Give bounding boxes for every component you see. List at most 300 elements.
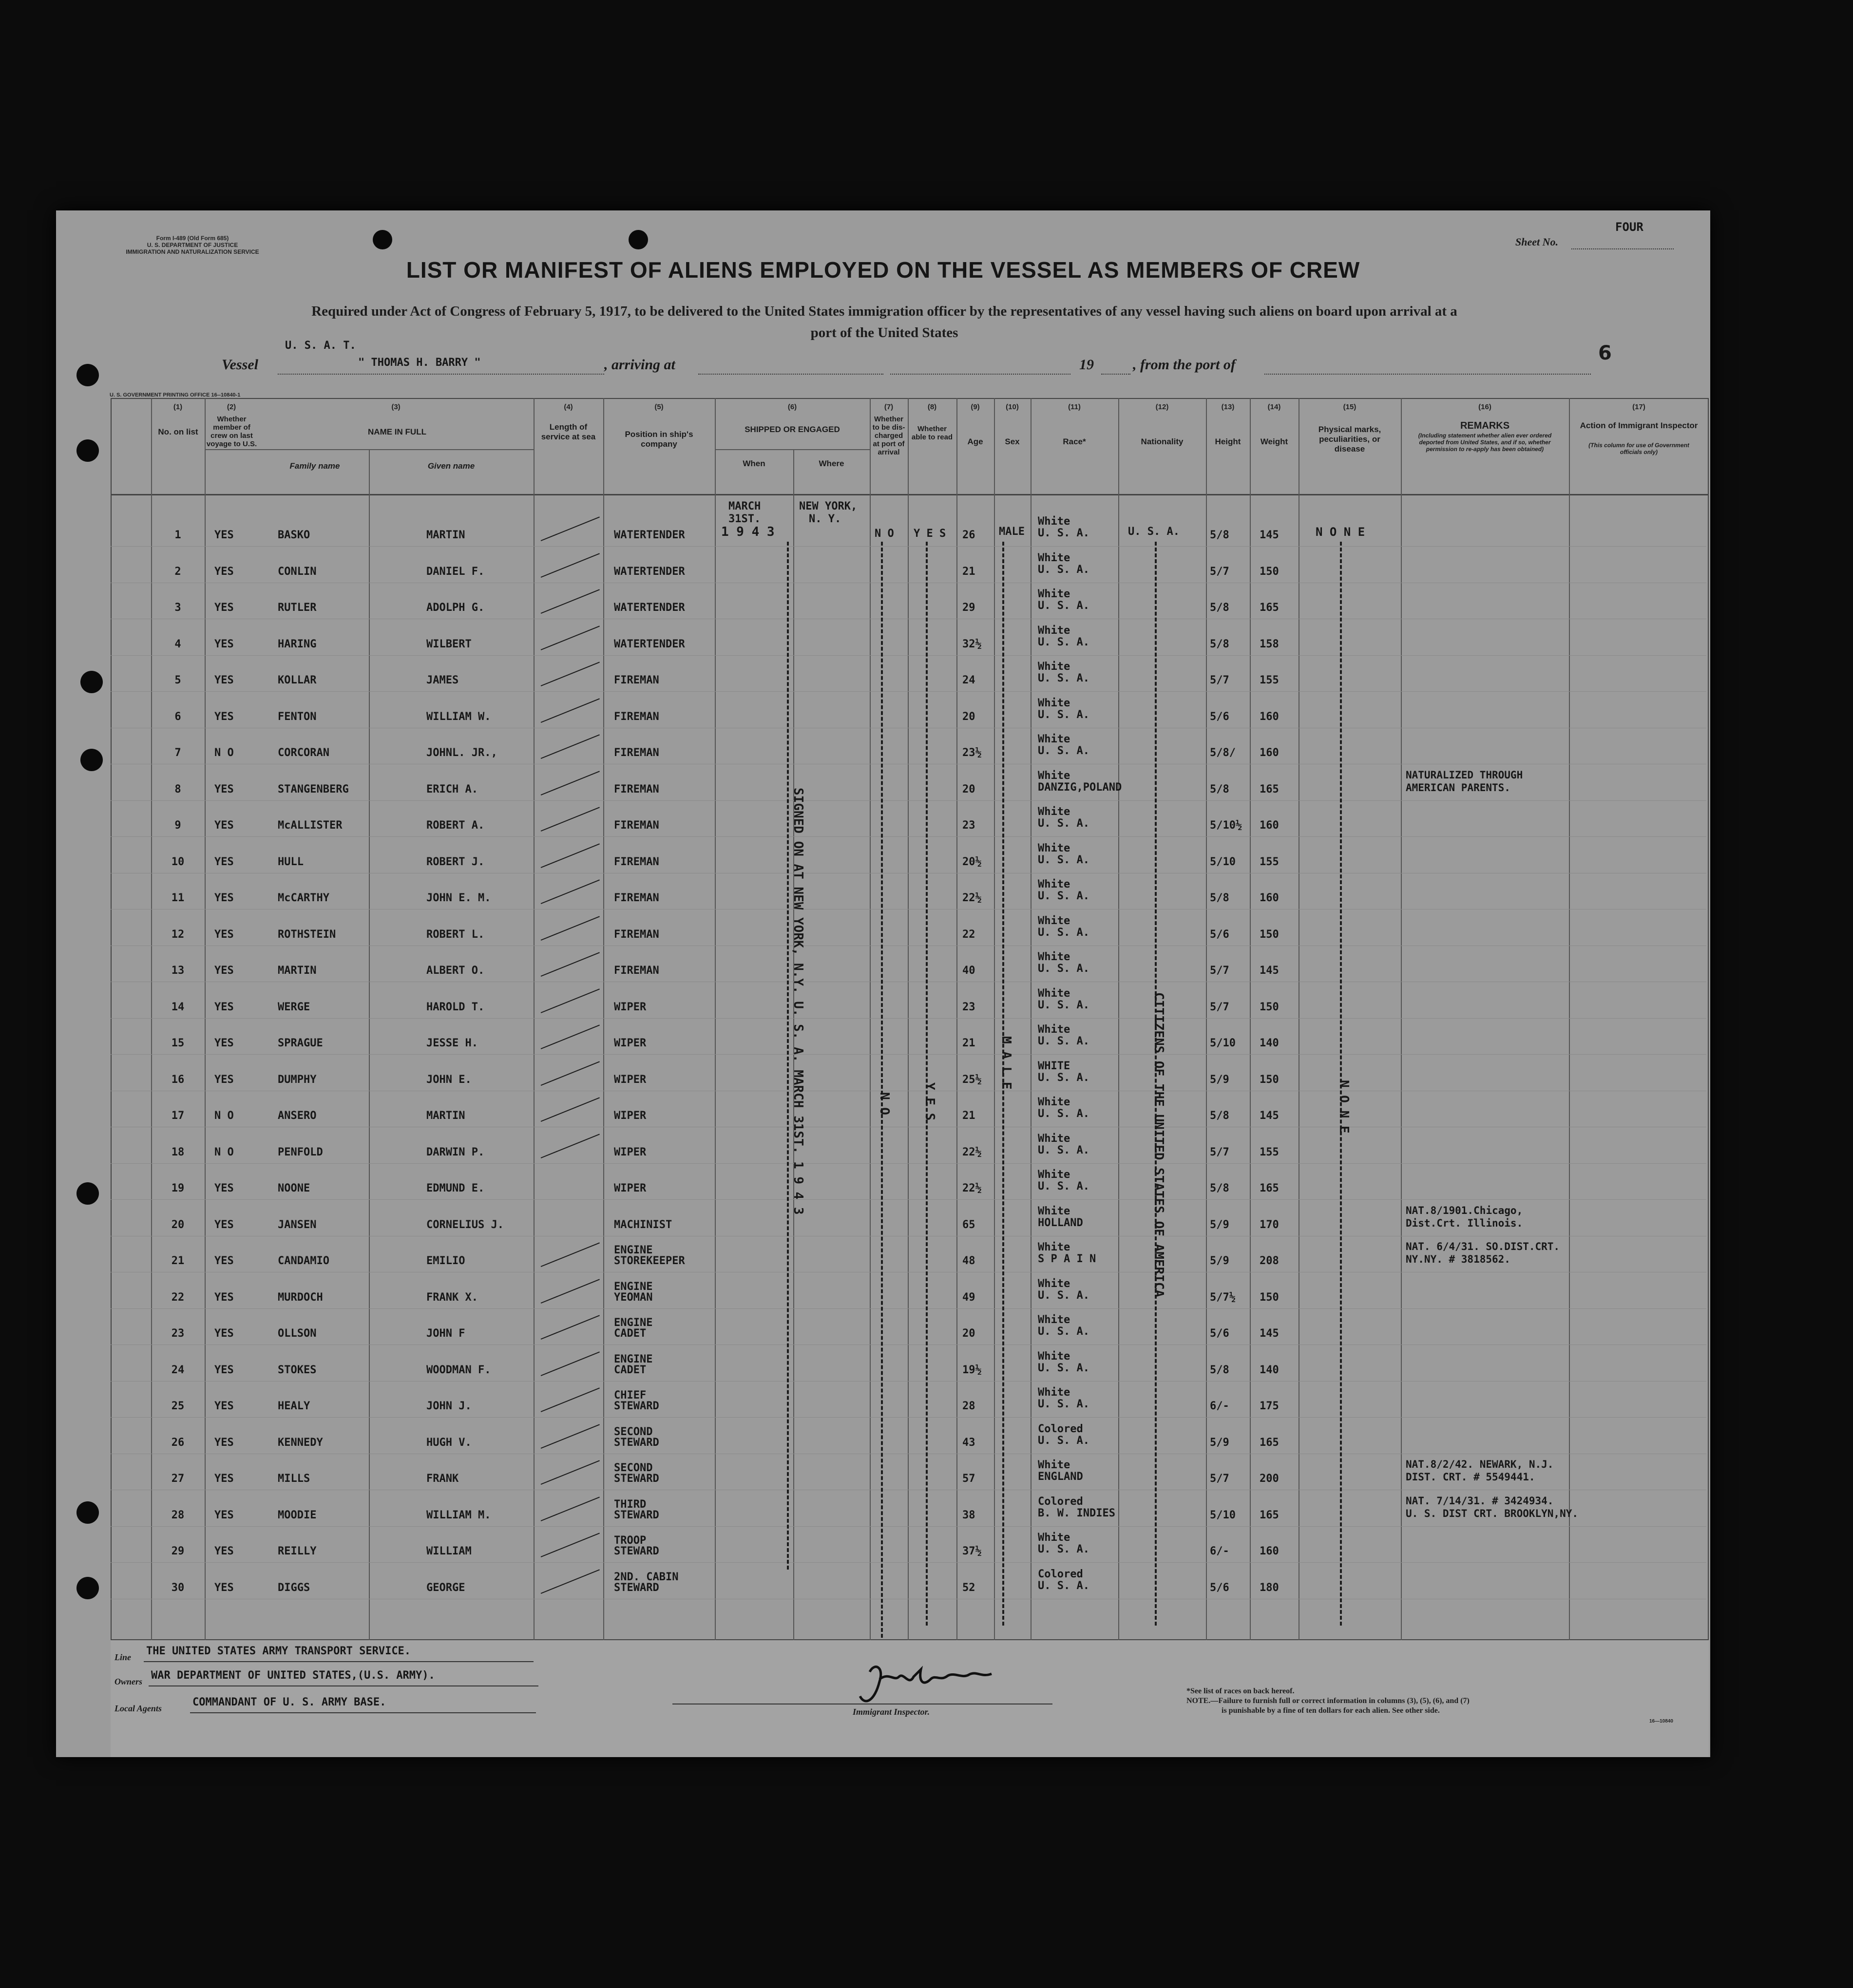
agents-label: Local Agents: [115, 1704, 162, 1713]
header-name-in-full: NAME IN FULL: [368, 427, 426, 436]
col-num: (17): [1632, 403, 1645, 411]
sheet-label: Sheet No.: [1515, 236, 1558, 248]
age-value: 23½: [962, 747, 982, 759]
height-value: 5/6: [1210, 710, 1229, 723]
last-voyage-value: YES: [214, 1545, 234, 1557]
last-voyage-value: N O: [214, 1110, 234, 1122]
given-name: ROBERT A.: [426, 819, 485, 832]
position-value: FIREMAN: [614, 819, 659, 832]
weight-value: 165: [1260, 1182, 1279, 1194]
given-name: DANIEL F.: [426, 565, 485, 578]
position-value: WIPER: [614, 1146, 647, 1158]
position-value: FIREMAN: [614, 928, 659, 941]
remarks-value: NAT. 7/14/31. # 3424934.: [1406, 1495, 1554, 1507]
row-rule: [111, 546, 1706, 547]
height-value: 5/9: [1210, 1073, 1229, 1086]
row-number: 9: [174, 819, 181, 832]
col-num: (5): [654, 403, 664, 411]
race-nationality-value: U. S. A.: [1038, 527, 1089, 539]
vessel-label: Vessel: [222, 357, 258, 373]
race-nationality-value: HOLLAND: [1038, 1216, 1083, 1229]
row-rule: [111, 1344, 1706, 1345]
family-name: SPRAGUE: [278, 1037, 323, 1049]
family-name: CONLIN: [278, 565, 317, 578]
age-value: 25½: [962, 1073, 982, 1086]
position-value: ENGINE: [614, 1280, 653, 1293]
marks-ditto: N O N E: [1337, 1080, 1351, 1134]
given-name: ALBERT O.: [426, 965, 485, 977]
age-value: 49: [962, 1291, 975, 1304]
position-value: CADET: [614, 1327, 647, 1340]
col-num: (1): [173, 403, 183, 411]
family-name: McCARTHY: [278, 892, 329, 904]
given-name: WILLIAM M.: [426, 1509, 491, 1521]
row-number: 7: [174, 747, 181, 759]
age-value: 37½: [962, 1545, 982, 1557]
remarks-value: AMERICAN PARENTS.: [1406, 781, 1510, 794]
header-height: Height: [1215, 437, 1241, 446]
col-num: (11): [1068, 403, 1081, 411]
punch-hole: [76, 1577, 99, 1599]
manifest-table: [111, 398, 1709, 1640]
last-voyage-value: YES: [214, 1182, 234, 1194]
weight-value: 145: [1260, 965, 1279, 977]
row-number: 29: [171, 1545, 185, 1557]
height-value: 6/-: [1210, 1400, 1229, 1412]
race-value: White: [1038, 878, 1070, 890]
height-value: 5/8: [1210, 638, 1229, 650]
header-nationality: Nationality: [1141, 437, 1184, 446]
race-nationality-value: U. S. A.: [1038, 1108, 1089, 1120]
col-num: (8): [927, 403, 937, 411]
line-label: Line: [115, 1652, 131, 1662]
discharged-ditto: N O: [877, 1092, 892, 1115]
from-port-label: , from the port of: [1133, 357, 1236, 373]
race-nationality-value: U. S. A.: [1038, 890, 1089, 902]
given-name: EDMUND E.: [426, 1182, 485, 1194]
last-voyage-value: YES: [214, 1001, 234, 1013]
position-value: 2ND. CABIN: [614, 1571, 679, 1583]
position-value: STEWARD: [614, 1473, 659, 1485]
family-name: OLLSON: [278, 1327, 317, 1340]
family-name: REILLY: [278, 1545, 317, 1557]
physical-marks-value: N O N E: [1316, 525, 1365, 539]
given-name: ROBERT L.: [426, 928, 485, 941]
remarks-value: Dist.Crt. Illinois.: [1406, 1217, 1523, 1229]
family-name: DUMPHY: [278, 1073, 317, 1086]
row-rule: [111, 655, 1706, 656]
signed-on-note: SIGNED ON AT NEW YORK, N.Y. U. S. A. MARCH 31ST. 1 9 4 3: [791, 788, 805, 1215]
col-num: (15): [1343, 403, 1356, 411]
height-value: 5/8: [1210, 892, 1229, 904]
family-name: CORCORAN: [278, 747, 329, 759]
row-number: 4: [174, 638, 181, 650]
header-sex: Sex: [1005, 437, 1020, 446]
position-value: FIREMAN: [614, 855, 659, 868]
age-value: 22: [962, 928, 975, 941]
row-number: 26: [171, 1436, 185, 1449]
height-value: 5/10½: [1210, 819, 1242, 832]
race-nationality-value: U. S. A.: [1038, 1362, 1089, 1374]
race-nationality-value: U. S. A.: [1038, 963, 1089, 975]
race-nationality-value: U. S. A.: [1038, 1543, 1089, 1555]
header-service-length: Length of service at sea: [541, 422, 596, 441]
row-number: 2: [174, 565, 181, 578]
last-voyage-value: YES: [214, 529, 234, 541]
last-voyage-value: YES: [214, 1509, 234, 1521]
row-number: 30: [171, 1581, 185, 1594]
page-title: LIST OR MANIFEST OF ALIENS EMPLOYED ON THE VESSEL AS MEMBERS OF CREW: [406, 257, 1360, 283]
weight-value: 150: [1260, 1073, 1279, 1086]
row-rule: [111, 800, 1706, 801]
row-number: 1: [174, 529, 181, 541]
year-label: 19: [1079, 357, 1094, 373]
header-family-name: Family name: [289, 461, 340, 471]
col-num: (7): [884, 403, 894, 411]
col-num: (4): [564, 403, 573, 411]
manifest-sheet: [56, 210, 1710, 1757]
nationality-value: U. S. A.: [1128, 526, 1180, 538]
weight-value: 160: [1260, 747, 1279, 759]
header-position: Position in ship's company: [625, 430, 693, 449]
race-value: White: [1038, 661, 1070, 673]
given-name: GEORGE: [426, 1581, 465, 1594]
punch-hole: [76, 1182, 99, 1205]
row-rule: [111, 1054, 1706, 1055]
last-voyage-value: N O: [214, 747, 234, 759]
position-value: FIREMAN: [614, 892, 659, 904]
family-name: HEALY: [278, 1400, 310, 1412]
last-voyage-value: YES: [214, 1400, 234, 1412]
height-value: 5/8/: [1210, 747, 1236, 759]
position-value: SECOND: [614, 1462, 653, 1474]
race-nationality-value: U. S. A.: [1038, 708, 1089, 721]
row-number: 10: [171, 855, 185, 868]
height-value: 5/10: [1210, 855, 1236, 868]
row-number: 17: [171, 1110, 185, 1122]
age-value: 21: [962, 1110, 975, 1122]
race-value: White: [1038, 1169, 1070, 1181]
family-name: STANGENBERG: [278, 783, 349, 795]
given-name: MARTIN: [426, 529, 465, 541]
arriving-label: , arriving at: [604, 357, 675, 373]
race-value: White: [1038, 1459, 1070, 1471]
age-value: 26: [962, 529, 975, 541]
race-nationality-value: U. S. A.: [1038, 1434, 1089, 1447]
weight-value: 150: [1260, 1291, 1279, 1304]
race-nationality-value: ENGLAND: [1038, 1471, 1083, 1483]
height-value: 5/7: [1210, 1001, 1229, 1013]
age-value: 40: [962, 965, 975, 977]
owners-value: WAR DEPARTMENT OF UNITED STATES,(U.S. ARMY).: [151, 1669, 435, 1682]
race-value: White: [1038, 769, 1070, 782]
given-name: WILBERT: [426, 638, 472, 650]
family-name: KENNEDY: [278, 1436, 323, 1449]
row-number: 22: [171, 1291, 185, 1304]
weight-value: 165: [1260, 1509, 1279, 1521]
age-value: 20½: [962, 855, 982, 868]
col-num: (6): [787, 403, 797, 411]
form-id-line: U. S. DEPARTMENT OF JUSTICE: [147, 242, 238, 248]
position-value: CHIEF: [614, 1389, 647, 1401]
row-rule: [111, 836, 1706, 837]
last-voyage-value: YES: [214, 1291, 234, 1304]
col-num: (10): [1006, 403, 1019, 411]
age-value: 24: [962, 674, 975, 686]
race-value: Colored: [1038, 1495, 1083, 1508]
row-number: 8: [174, 783, 181, 795]
punch-hole: [80, 749, 103, 771]
race-value: White: [1038, 1532, 1070, 1544]
position-value: STEWARD: [614, 1509, 659, 1521]
race-value: White: [1038, 842, 1070, 854]
position-value: CADET: [614, 1363, 647, 1376]
age-value: 22½: [962, 1182, 982, 1194]
row-rule: [111, 1562, 1706, 1563]
height-value: 5/7½: [1210, 1291, 1236, 1304]
page-number: 6: [1598, 342, 1612, 364]
remarks-value: NAT.8/1901.Chicago,: [1406, 1204, 1523, 1216]
header-weight: Weight: [1260, 437, 1288, 446]
inspector-signature: [836, 1652, 1070, 1711]
page-subtitle: [129, 301, 1640, 343]
position-value: STEWARD: [614, 1545, 659, 1557]
given-name: JOHN E.: [426, 1073, 472, 1086]
form-id: [119, 235, 266, 255]
race-value: White: [1038, 624, 1070, 637]
last-voyage-value: YES: [214, 1037, 234, 1049]
race-nationality-value: S P A I N: [1038, 1253, 1096, 1265]
last-voyage-value: YES: [214, 1327, 234, 1340]
position-value: ENGINE: [614, 1244, 653, 1256]
family-name: STOKES: [278, 1363, 317, 1376]
weight-value: 155: [1260, 1146, 1279, 1158]
vessel-prefix: U. S. A. T.: [285, 340, 356, 352]
row-number: 18: [171, 1146, 185, 1158]
weight-value: 160: [1260, 819, 1279, 832]
given-name: JESSE H.: [426, 1037, 478, 1049]
col-num: (9): [971, 403, 980, 411]
given-name: ROBERT J.: [426, 855, 485, 868]
age-value: 22½: [962, 892, 982, 904]
row-number: 5: [174, 674, 181, 686]
header-remarks: REMARKS: [1460, 420, 1510, 431]
race-nationality-value: U. S. A.: [1038, 636, 1089, 648]
height-value: 5/7: [1210, 1473, 1229, 1485]
age-value: 23: [962, 819, 975, 832]
race-nationality-value: U. S. A.: [1038, 853, 1089, 866]
position-value: MACHINIST: [614, 1218, 672, 1231]
row-rule: [111, 1018, 1706, 1019]
family-name: PENFOLD: [278, 1146, 323, 1158]
header-discharged: Whether to be dis-charged at port of arrival: [872, 415, 905, 456]
given-name: FRANK: [426, 1473, 459, 1485]
col-num: (16): [1478, 403, 1491, 411]
position-value: TROOP: [614, 1534, 647, 1547]
row-number: 20: [171, 1218, 185, 1231]
remarks-value: NAT. 6/4/31. SO.DIST.CRT.: [1406, 1241, 1560, 1252]
row-rule: [111, 1308, 1706, 1309]
given-name: DARWIN P.: [426, 1146, 485, 1158]
height-value: 5/6: [1210, 928, 1229, 941]
given-name: JOHN J.: [426, 1400, 472, 1412]
race-value: White: [1038, 697, 1070, 709]
position-value: YEOMAN: [614, 1291, 653, 1304]
last-voyage-value: YES: [214, 1436, 234, 1449]
weight-value: 180: [1260, 1581, 1279, 1594]
row-number: 14: [171, 1001, 185, 1013]
able-to-read-value: Y E S: [914, 528, 946, 540]
row-rule: [111, 1417, 1706, 1418]
col-num: (2): [227, 403, 236, 411]
family-name: HULL: [278, 855, 304, 868]
age-value: 28: [962, 1400, 975, 1412]
row-number: 15: [171, 1037, 185, 1049]
family-name: MOODIE: [278, 1509, 317, 1521]
header-when: When: [743, 459, 765, 468]
remarks-value: DIST. CRT. # 5549441.: [1406, 1471, 1535, 1483]
family-name: ANSERO: [278, 1110, 317, 1122]
position-value: WIPER: [614, 1110, 647, 1122]
header-given-name: Given name: [427, 461, 475, 471]
height-value: 5/9: [1210, 1255, 1229, 1267]
weight-value: 150: [1260, 1001, 1279, 1013]
last-voyage-value: YES: [214, 1255, 234, 1267]
position-value: WIPER: [614, 1001, 647, 1013]
sheet-no: FOUR: [1615, 220, 1643, 234]
age-value: 48: [962, 1255, 975, 1267]
race-value: White: [1038, 1314, 1070, 1326]
row-number: 13: [171, 965, 185, 977]
position-value: ENGINE: [614, 1317, 653, 1329]
race-nationality-value: B. W. INDIES: [1038, 1507, 1115, 1519]
last-voyage-value: YES: [214, 783, 234, 795]
line-value: THE UNITED STATES ARMY TRANSPORT SERVICE.: [146, 1645, 411, 1657]
race-value: White: [1038, 1205, 1070, 1217]
col-num: (12): [1155, 403, 1169, 411]
race-value: Colored: [1038, 1568, 1083, 1580]
age-value: 43: [962, 1436, 975, 1449]
nationality-ditto: CITIZENS OF THE UNITED STATES OF AMERICA: [1151, 992, 1166, 1298]
sex-ditto: M A L E: [999, 1036, 1013, 1090]
form-code: 16—10840: [1649, 1719, 1673, 1724]
race-value: White: [1038, 1350, 1070, 1363]
given-name: FRANK X.: [426, 1291, 478, 1304]
row-rule: [111, 1381, 1706, 1382]
header-physical-marks: Physical marks, peculiarities, or disease: [1318, 425, 1381, 454]
form-id-line: IMMIGRATION AND NATURALIZATION SERVICE: [126, 248, 259, 255]
binder-hole: [373, 230, 392, 249]
race-value: White: [1038, 588, 1070, 600]
vessel-name: " THOMAS H. BARRY ": [358, 357, 481, 369]
weight-value: 170: [1260, 1218, 1279, 1231]
family-name: ROTHSTEIN: [278, 928, 336, 941]
race-nationality-value: U. S. A.: [1038, 1180, 1089, 1193]
position-value: STEWARD: [614, 1581, 659, 1594]
row-rule: [111, 1199, 1706, 1200]
header-able-to-read: Whether able to read: [911, 425, 953, 441]
punch-hole: [76, 1501, 99, 1524]
height-value: 5/10: [1210, 1509, 1236, 1521]
race-value: White: [1038, 515, 1070, 528]
race-nationality-value: U. S. A.: [1038, 745, 1089, 757]
printing-office: U. S. GOVERNMENT PRINTING OFFICE 16--10840-1: [110, 392, 241, 398]
given-name: MARTIN: [426, 1110, 465, 1122]
age-value: 32½: [962, 638, 982, 650]
race-nationality-value: U. S. A.: [1038, 817, 1089, 830]
age-value: 21: [962, 565, 975, 578]
weight-value: 160: [1260, 892, 1279, 904]
row-number: 25: [171, 1400, 185, 1412]
age-value: 20: [962, 783, 975, 795]
position-value: ENGINE: [614, 1353, 653, 1365]
last-voyage-value: YES: [214, 892, 234, 904]
race-value: Colored: [1038, 1422, 1083, 1435]
weight-value: 150: [1260, 565, 1279, 578]
when-line: MARCH: [728, 500, 761, 512]
given-name: HAROLD T.: [426, 1001, 485, 1013]
weight-value: 175: [1260, 1400, 1279, 1412]
family-name: MILLS: [278, 1473, 310, 1485]
given-name: JOHNL. JR.,: [426, 747, 497, 759]
where-line: N. Y.: [809, 513, 841, 525]
position-value: WIPER: [614, 1037, 647, 1049]
race-nationality-value: U. S. A.: [1038, 999, 1089, 1011]
row-number: 19: [171, 1182, 185, 1194]
last-voyage-value: YES: [214, 565, 234, 578]
race-nationality-value: U. S. A.: [1038, 563, 1089, 576]
row-rule: [111, 1163, 1706, 1164]
when-line: 31ST.: [728, 513, 761, 525]
height-value: 5/9: [1210, 1218, 1229, 1231]
row-number: 24: [171, 1363, 185, 1376]
height-value: 5/8: [1210, 529, 1229, 541]
row-rule: [111, 691, 1706, 692]
age-value: 38: [962, 1509, 975, 1521]
race-nationality-value: U. S. A.: [1038, 926, 1089, 939]
punch-hole: [80, 671, 103, 693]
height-value: 5/10: [1210, 1037, 1236, 1049]
family-name: CANDAMIO: [278, 1255, 329, 1267]
race-value: White: [1038, 1096, 1070, 1108]
weight-value: 150: [1260, 928, 1279, 941]
header-where: Where: [819, 459, 844, 468]
height-value: 5/6: [1210, 1581, 1229, 1594]
position-value: SECOND: [614, 1425, 653, 1438]
remarks-value: NAT.8/2/42. NEWARK, N.J.: [1406, 1458, 1554, 1470]
note-line: is punishable by a fine of ten dollars for each alien. See other side.: [1222, 1706, 1440, 1715]
last-voyage-value: YES: [214, 674, 234, 686]
height-value: 5/7: [1210, 965, 1229, 977]
header-race: Race*: [1063, 437, 1086, 446]
weight-value: 140: [1260, 1363, 1279, 1376]
position-value: STEWARD: [614, 1400, 659, 1412]
row-number: 3: [174, 602, 181, 614]
height-value: 5/7: [1210, 674, 1229, 686]
weight-value: 155: [1260, 674, 1279, 686]
header-no-on-list: No. on list: [158, 427, 198, 436]
last-voyage-value: YES: [214, 928, 234, 941]
last-voyage-value: YES: [214, 1473, 234, 1485]
family-name: FENTON: [278, 710, 317, 723]
note-line: *See list of races on back hereof.: [1186, 1687, 1295, 1695]
last-voyage-value: YES: [214, 965, 234, 977]
read-ditto: Y E S: [922, 1082, 937, 1121]
remarks-value: NY.NY. # 3818562.: [1406, 1253, 1510, 1265]
weight-value: 140: [1260, 1037, 1279, 1049]
weight-value: 200: [1260, 1473, 1279, 1485]
height-value: 5/9: [1210, 1436, 1229, 1449]
